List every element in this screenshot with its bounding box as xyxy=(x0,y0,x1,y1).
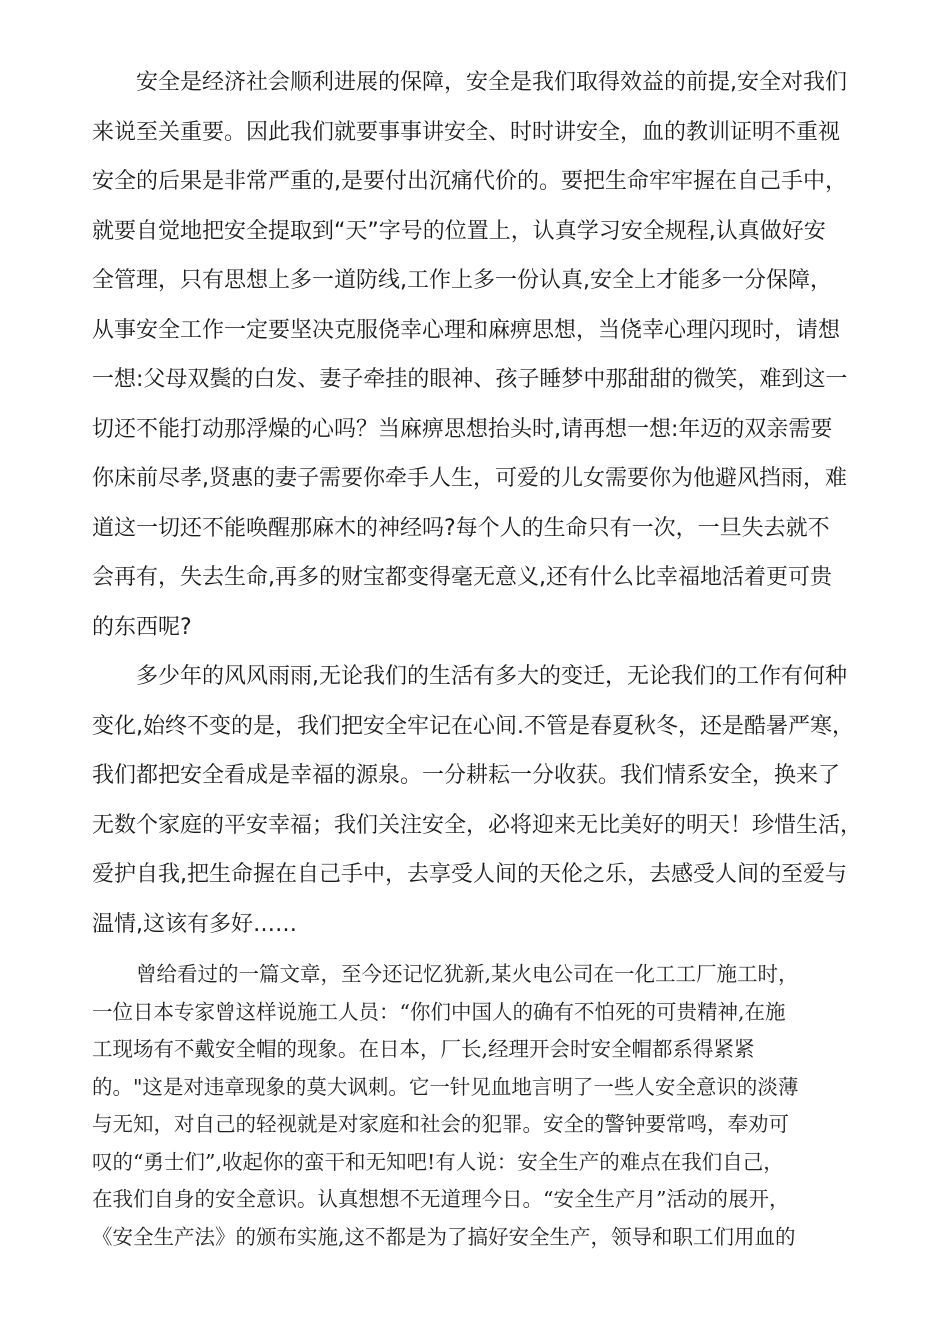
paragraph-years-of-safety xyxy=(92,652,862,949)
text-line: 一想:父母双鬓的白发、妻子牵挂的眼神、孩子睡梦中那甜甜的微笑，难到这一 xyxy=(92,367,848,392)
text-line: 从事安全工作一定要坚决克服侥幸心理和麻痹思想，当侥幸心理闪现时，请想 xyxy=(92,317,841,343)
body-text-serif xyxy=(92,956,862,1256)
text-line: 叹的“勇士们”,收起你的蛮干和无知吧!有人说：安全生产的难点在我们自己， xyxy=(92,1149,784,1174)
text-line: 曾给看过的一篇文章，至今还记忆犹新,某火电公司在一化工工厂施工时， xyxy=(136,962,799,986)
paragraph-safety-guarantee xyxy=(92,58,862,652)
text-line: 工现场有不戴安全帽的现象。在日本，厂长,经理开会时安全帽都系得紧紧 xyxy=(92,1037,755,1061)
text-line: 多少年的风风雨雨,无论我们的生活有多大的变迁，无论我们的工作有何种 xyxy=(136,664,847,689)
text-line: 安全是经济社会顺利进展的保障，安全是我们取得效益的前提,安全对我们 xyxy=(136,70,847,95)
paragraph-japanese-expert xyxy=(92,956,862,1256)
text-line: 道这一切还不能唤醒那麻木的神经吗?每个人的生命只有一次，一旦失去就不 xyxy=(92,515,830,541)
text-line: 来说至关重要。因此我们就要事事讲安全、时时讲安全，血的教训证明不重视 xyxy=(92,119,841,145)
text-line: 爱护自我,把生命握在自己手中，去享受人间的天伦之乐，去感受人间的至爱与 xyxy=(92,862,847,887)
text-line: 全管理，只有思想上多一道防线,工作上多一份认真,安全上才能多一分保障， xyxy=(92,268,832,293)
text-line: 无数个家庭的平安幸福；我们关注安全，必将迎来无比美好的明天！珍惜生活， xyxy=(92,812,863,838)
text-line: 在我们自身的安全意识。认真想想不无道理今日。“安全生产月”活动的展开， xyxy=(92,1187,790,1211)
text-line: 切还不能打动那浮燥的心吗？当麻痹思想抬头时,请再想一想:年迈的双亲需要 xyxy=(92,416,833,442)
body-text-sans xyxy=(92,58,862,949)
text-line: 变化,始终不变的是，我们把安全牢记在心间.不管是春夏秋冬，还是酷暑严寒， xyxy=(92,713,854,739)
text-line: 安全的后果是非常严重的,是要付出沉痛代价的。要把生命牢牢握在自己手中， xyxy=(92,169,847,194)
text-line: 你床前尽孝,贤惠的妻子需要你牵手人生，可爱的儿女需要你为他避风挡雨，难 xyxy=(92,466,847,491)
text-line: 就要自觉地把安全提取到“天”字号的位置上，认真学习安全规程,认真做好安 xyxy=(92,218,826,244)
text-line: 温情,这该有多好…… xyxy=(92,911,297,937)
text-line: 会再有，失去生命,再多的财宝都变得毫无意义,还有什么比幸福地活着更可贵 xyxy=(92,565,832,590)
text-line: 一位日本专家曾这样说施工人员：“你们中国人的确有不怕死的可贵精神,在施 xyxy=(92,999,786,1024)
text-line: 的。"这是对违章现象的莫大讽刺。它一针见血地言明了一些人安全意识的淡薄 xyxy=(92,1074,799,1099)
text-line: 的东西呢? xyxy=(92,614,192,640)
text-line: 《安全生产法》的颁布实施,这不都是为了搞好安全生产，领导和职工们用血的 xyxy=(92,1224,796,1249)
text-line: 与无知，对自己的轻视就是对家庭和社会的犯罪。安全的警钟要常鸣，奉劝可 xyxy=(92,1112,789,1136)
text-line: 我们都把安全看成是幸福的源泉。一分耕耘一分收获。我们情系安全，换来了 xyxy=(92,763,841,788)
